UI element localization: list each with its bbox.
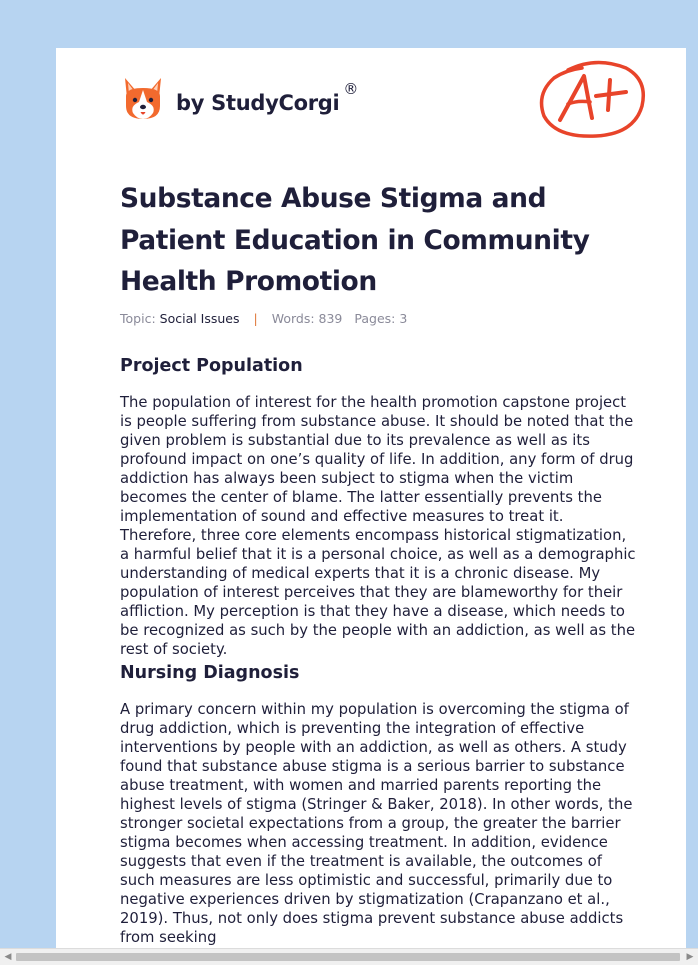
article-body (120, 352, 636, 947)
page-count: Pages: 3 (354, 311, 408, 326)
studycorgi-logo[interactable] (122, 76, 358, 122)
brand-name: by StudyCorgi (176, 91, 340, 115)
topic-label: Topic: (120, 311, 156, 326)
section-heading: Nursing Diagnosis (120, 663, 300, 683)
scroll-thumb[interactable] (16, 953, 680, 961)
a-plus-grade-icon (538, 58, 648, 142)
corgi-icon (122, 76, 164, 122)
scroll-left-icon[interactable]: ◀ (4, 952, 12, 962)
scroll-right-icon[interactable]: ▶ (686, 952, 694, 962)
grade-badge (538, 58, 648, 147)
meta-separator: | (253, 311, 258, 326)
document-page (56, 48, 686, 964)
registered-mark: ® (343, 80, 359, 98)
horizontal-scrollbar[interactable] (0, 948, 698, 965)
article-title: Substance Abuse Stigma and Patient Education in Community Health Promotion (120, 183, 590, 297)
section-heading: Project Population (120, 356, 303, 376)
word-count: Words: 839 (271, 311, 343, 326)
topic-link[interactable]: Social Issues (159, 311, 240, 326)
section-paragraph: The population of interest for the health promotion capstone project is people suffering from substance abuse. It should be noted that the given problem is substantial due to its prevalence as well as its profound impact on one’s quality of life. In addition, any form of drug addiction has always been subject to stigma when the victim becomes the center of blame. The latter essentially prevents the implementation of sound and effective measures to treat it. Therefore, three core elements encompass historical stigmatization, a harmful belief that it is a personal choice, as well as a demographic understanding of medical experts that it is a chronic disease. My population of interest perceives that they are blameworthy for their affliction. My perception is that they have a disease, which needs to be recognized as such by the people with an addiction, as well as the rest of society. (120, 394, 636, 658)
section-paragraph: A primary concern within my population is overcoming the stigma of drug addiction, which is preventing the integration of effective interventions by people with an addiction, as well as others. A study found that substance abuse stigma is a serious barrier to substance abuse treatment, with women and married parents reporting the highest levels of stigma (Stringer & Baker, 2018). In other words, the stronger societal expectations from a group, the greater the barrier stigma becomes when accessing treatment. In addition, evidence suggests that even if the treatment is available, the outcomes of such measures are less optimistic and successful, primarily due to negative experiences driven by stigmatization (Crapanzano et al., 2019). Thus, not only does stigma prevent substance abuse addicts from seeking (120, 701, 633, 946)
article-meta (120, 311, 407, 326)
